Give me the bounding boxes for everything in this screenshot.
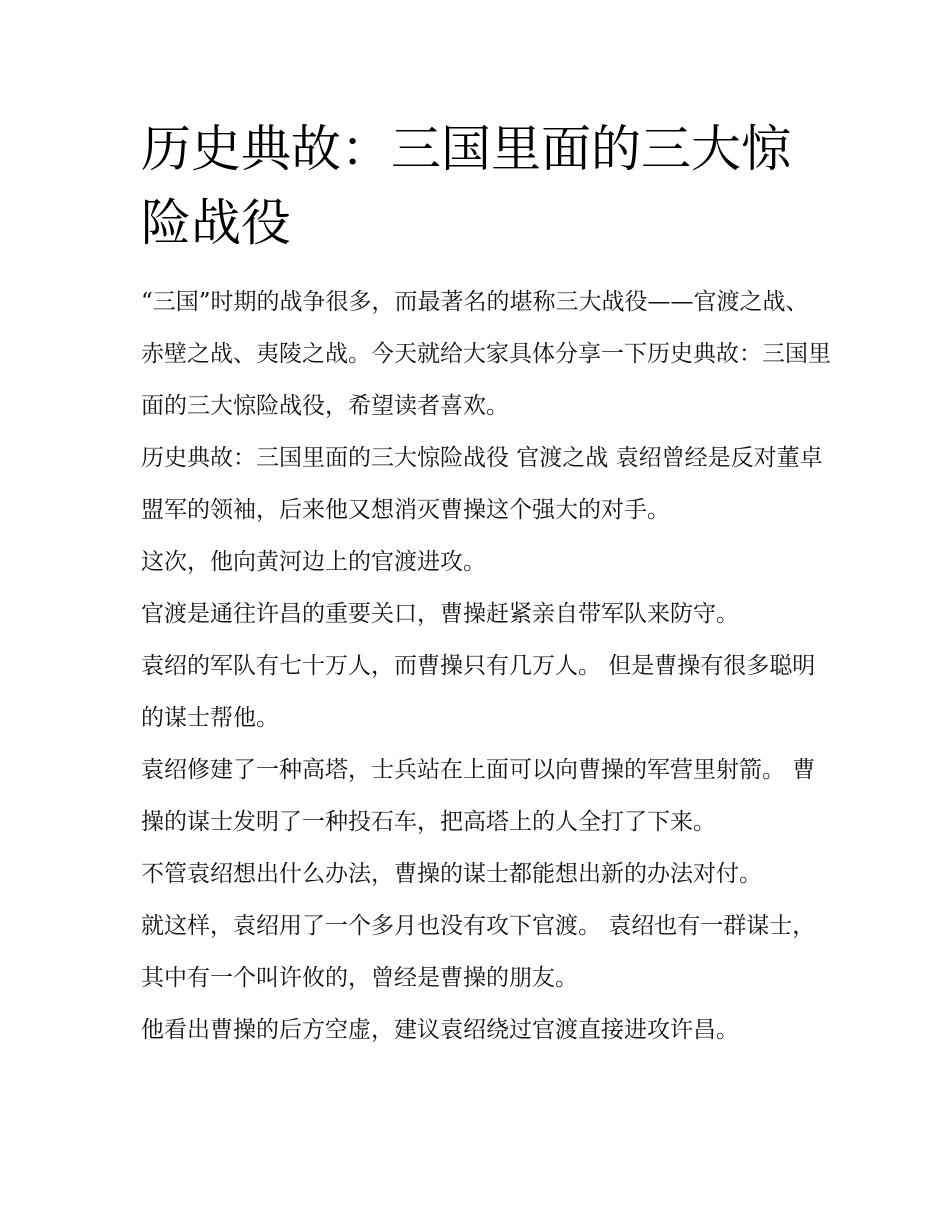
paragraph-6: 袁绍修建了一种高塔，士兵站在上面可以向曹操的军营里射箭。 曹操的谋士发明了一种投石车，把高塔上的人全打了下来。: [141, 757, 816, 835]
paragraph-2: 历史典故：三国里面的三大惊险战役 官渡之战 袁绍曾经是反对董卓盟军的领袖，后来他又想消灭曹操这个强大的对手。: [141, 445, 823, 523]
page-title: 历史典故：三国里面的三大惊险战役: [141, 120, 791, 252]
paragraph-9: 他看出曹操的后方空虚，建议袁绍绕过官渡直接进攻许昌。: [141, 1017, 739, 1043]
paragraph-5: 袁绍的军队有七十万人，而曹操只有几万人。 但是曹操有很多聪明的谋士帮他。: [141, 653, 816, 731]
paragraph-8: 就这样，袁绍用了一个多月也没有攻下官渡。 袁绍也有一群谋士，其中有一个叫许攸的，曾经是曹操的朋友。: [141, 913, 816, 991]
article-body: [141, 276, 831, 1056]
paragraph-3: 这次，他向黄河边上的官渡进攻。: [141, 549, 486, 575]
paragraph-7: 不管袁绍想出什么办法，曹操的谋士都能想出新的办法对付。: [141, 861, 762, 887]
paragraph-1: “三国”时期的战争很多，而最著名的堪称三大战役——官渡之战、赤壁之战、夷陵之战。今天就给大家具体分享一下历史典故：三国里面的三大惊险战役，希望读者喜欢。: [141, 289, 831, 419]
paragraph-4: 官渡是通往许昌的重要关口，曹操赶紧亲自带军队来防守。: [141, 601, 739, 627]
